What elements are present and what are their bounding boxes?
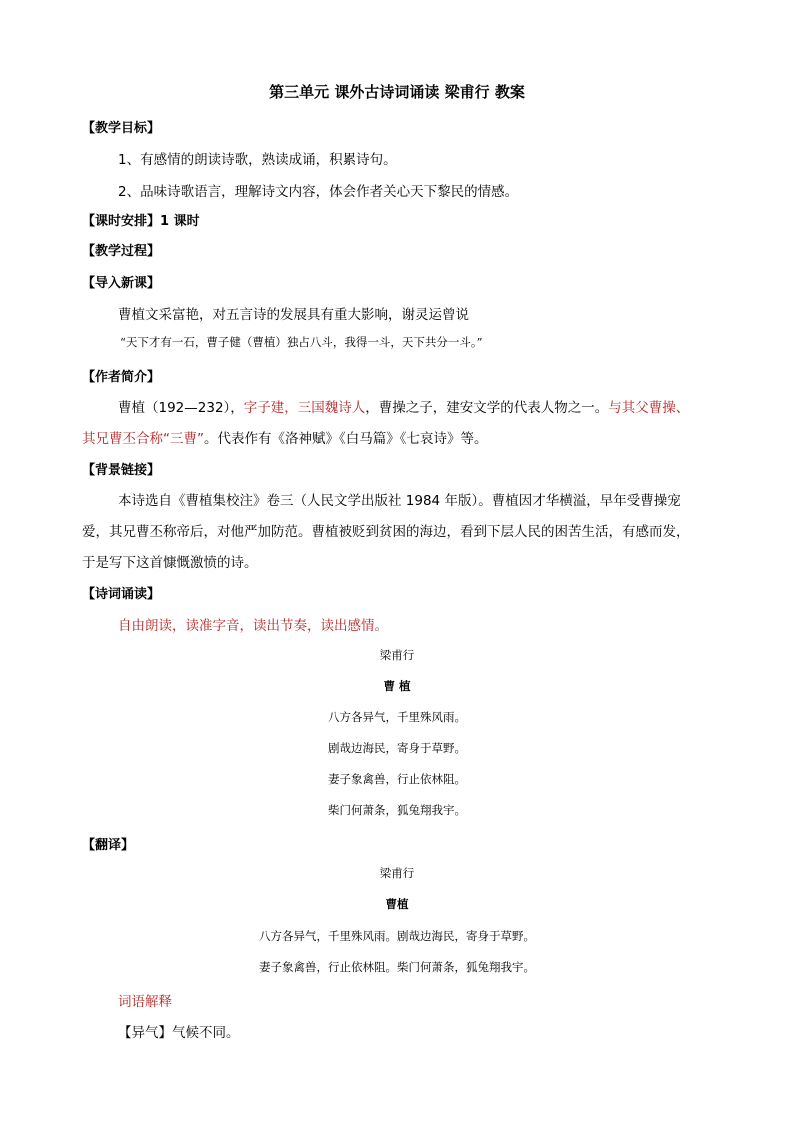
vocab-title: 词语解释 [118, 994, 172, 1010]
section-heading-time [82, 210, 200, 229]
time-label: 【课时安排】 [82, 214, 161, 229]
author-three-cao-a: 与其父曹操、 [608, 400, 690, 416]
reading-instruction: 自由朗读，读准字音，读出节奏，读出感情。 [118, 618, 388, 634]
time-value: 1 课时 [160, 214, 200, 229]
section-heading-author: 【作者简介】 [82, 370, 161, 385]
author-desc: ，曹操之子，建安文学的代表人物之一。 [365, 400, 609, 416]
poem2-line-2: 妻子象禽兽，行止依林阻。柴门何萧条，狐兔翔我宇。 [259, 960, 535, 974]
poem2-title: 梁甫行 [379, 866, 415, 880]
author-paragraph-line-2 [82, 427, 488, 447]
section-heading-process: 【教学过程】 [82, 244, 161, 259]
section-heading-translation: 【翻译】 [82, 838, 135, 853]
poem-title: 梁甫行 [379, 648, 415, 662]
poem2-author: 曹植 [385, 897, 409, 911]
page-title: 第三单元 课外古诗词诵读 梁甫行 教案 [269, 83, 525, 101]
intro-quote: “天下才有一石，曹子健（曹植）独占八斗，我得一斗，天下共分一斗。” [120, 335, 483, 349]
intro-text: 曹植文采富艳，对五言诗的发展具有重大影响，谢灵运曾说 [118, 307, 469, 323]
section-heading-intro: 【导入新课】 [82, 276, 161, 291]
poem-line-3: 妻子象禽兽，行止依林阻。 [328, 772, 466, 786]
poem-line-1: 八方各异气，千里殊风雨。 [328, 710, 466, 724]
background-line-3: 于是写下这首慷慨激愤的诗。 [82, 555, 258, 571]
author-paragraph-line-1 [118, 396, 689, 416]
poem-line-4: 柴门何萧条，狐兔翔我宇。 [328, 803, 466, 817]
author-works: 。代表作有《洛神赋》《白马篇》《七哀诗》等。 [204, 431, 488, 447]
author-dates: 曹植（192—232）， [118, 400, 244, 416]
author-courtesy-name: 字子建，三国魏诗人 [243, 400, 366, 416]
vocab-item-1: 【异气】气候不同。 [118, 1025, 240, 1041]
poem2-line-1: 八方各异气，千里殊风雨。剧哉边海民，寄身于草野。 [259, 929, 535, 943]
author-three-cao-b: 其兄曹丕合称“三曹” [82, 431, 204, 447]
background-line-1: 本诗选自《曹植集校注》卷三（人民文学出版社 1984 年版）。曹植因才华横溢，早年受曹操宠 [118, 493, 681, 509]
section-heading-background: 【背景链接】 [82, 463, 161, 478]
poem-line-2: 剧哉边海民，寄身于草野。 [328, 741, 466, 755]
goal-item-2: 2、品味诗歌语言，理解诗文内容，体会作者关心天下黎民的情感。 [118, 184, 519, 200]
goal-item-1: 1、有感情的朗读诗歌，熟读成诵，积累诗句。 [118, 152, 397, 168]
poem-author: 曹 植 [383, 679, 411, 693]
section-heading-reading: 【诗词诵读】 [82, 587, 161, 602]
background-line-2: 爱，其兄曹丕称帝后，对他严加防范。曹植被贬到贫困的海边，看到下层人民的困苦生活，有感而发， [82, 524, 690, 540]
section-heading-goals: 【教学目标】 [82, 121, 161, 136]
